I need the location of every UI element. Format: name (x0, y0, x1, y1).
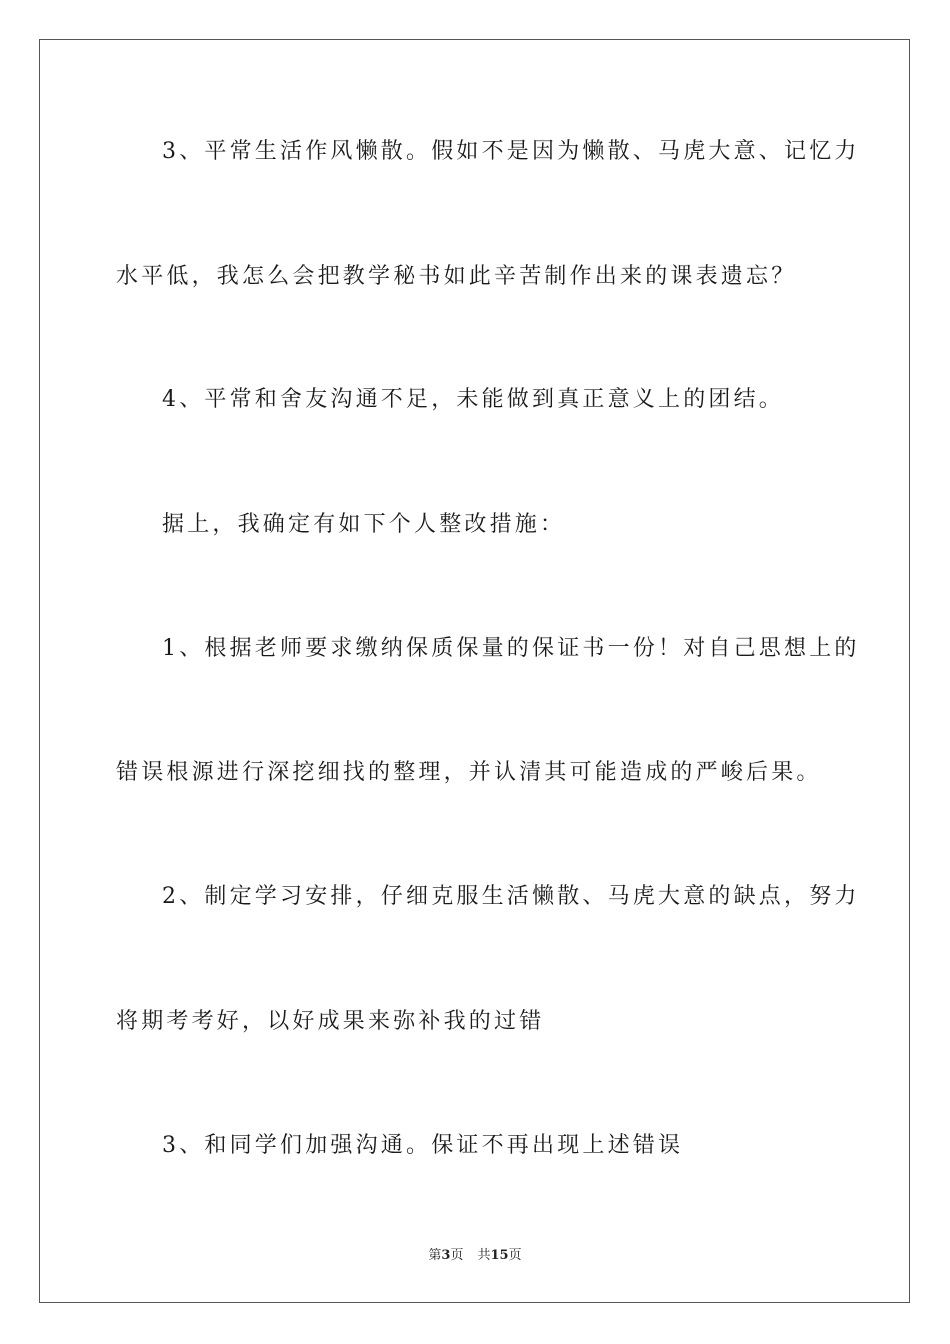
paragraph-line-6: 错误根源进行深挖细找的整理，并认清其可能造成的严峻后果。 (116, 760, 822, 785)
footer-total-suffix: 页 (508, 1248, 522, 1263)
footer-total-prefix: 共 (477, 1248, 491, 1263)
footer-total-pages: 15 (490, 1248, 509, 1263)
paragraph-line-7: 2、制定学习安排，仔细克服生活懒散、马虎大意的缺点，努力 (162, 884, 860, 909)
paragraph-line-1: 3、平常生活作风懒散。假如不是因为懒散、马虎大意、记忆力 (162, 139, 860, 164)
paragraph-line-8: 将期考考好，以好成果来弥补我的过错 (116, 1009, 545, 1034)
footer-page-number: 3 (441, 1248, 451, 1263)
page-footer (0, 1247, 950, 1265)
paragraph-line-3: 4、平常和舍友沟通不足，未能做到真正意义上的团结。 (162, 387, 784, 412)
paragraph-line-5: 1、根据老师要求缴纳保质保量的保证书一份！对自己思想上的 (162, 636, 860, 661)
paragraph-line-4: 据上，我确定有如下个人整改措施： (162, 512, 566, 537)
paragraph-line-2: 水平低，我怎么会把教学秘书如此辛苦制作出来的课表遗忘？ (116, 264, 797, 289)
footer-page-suffix: 页 (450, 1248, 464, 1263)
page-border (39, 39, 910, 1303)
footer-page-prefix: 第 (428, 1248, 442, 1263)
paragraph-line-9: 3、和同学们加强沟通。保证不再出现上述错误 (162, 1133, 684, 1158)
